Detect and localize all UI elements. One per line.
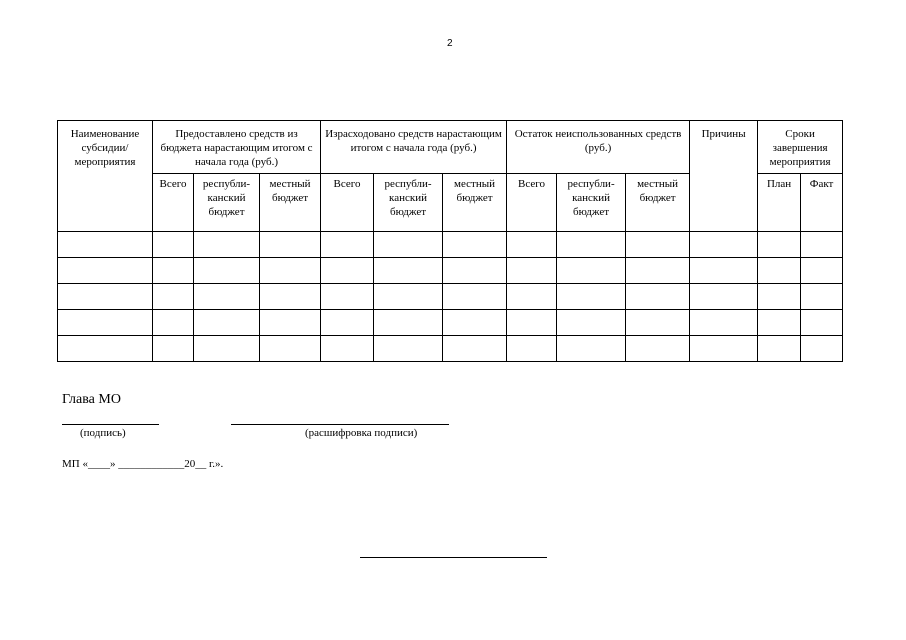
subheader-plan: План (758, 174, 801, 232)
signature-decode-line (231, 424, 449, 425)
table-cell (321, 336, 374, 362)
table-cell (801, 310, 843, 336)
table-cell (153, 284, 194, 310)
table-row (58, 232, 843, 258)
table-cell (153, 258, 194, 284)
table-cell (153, 232, 194, 258)
header-remaining: Остаток неиспользованных средств (руб.) (507, 121, 690, 174)
table-cell (194, 336, 260, 362)
table-cell (626, 232, 690, 258)
table-cell (507, 336, 557, 362)
table-cell (194, 310, 260, 336)
table-cell (443, 336, 507, 362)
subheader-spent-republican: республи-канский бюджет (374, 174, 443, 232)
table-cell (507, 258, 557, 284)
table-cell (374, 258, 443, 284)
table-cell (443, 310, 507, 336)
subheader-fact: Факт (801, 174, 843, 232)
subheader-provided-local: местный бюджет (260, 174, 321, 232)
table-cell (690, 310, 758, 336)
table-cell (374, 310, 443, 336)
table-cell (758, 284, 801, 310)
table-cell (374, 284, 443, 310)
table-cell (626, 258, 690, 284)
table-cell (801, 232, 843, 258)
header-row-main (58, 121, 843, 174)
table-cell (507, 284, 557, 310)
table-cell (801, 258, 843, 284)
table-cell (557, 310, 626, 336)
table-cell (507, 310, 557, 336)
table-cell (690, 258, 758, 284)
page-number: 2 (447, 38, 453, 49)
table-cell (260, 232, 321, 258)
table-cell (758, 310, 801, 336)
subheader-provided-total: Всего (153, 174, 194, 232)
signature-decode-caption: (расшифровка подписи) (305, 427, 418, 439)
table-cell (260, 310, 321, 336)
table-body (58, 232, 843, 362)
table-cell (626, 336, 690, 362)
table-cell (58, 310, 153, 336)
table-cell (58, 336, 153, 362)
head-title: Глава МО (62, 392, 121, 407)
table-cell (758, 336, 801, 362)
header-provided: Предоставлено средств из бюджета нарастающим итогом с начала года (руб.) (153, 121, 321, 174)
table-cell (194, 284, 260, 310)
table-row (58, 284, 843, 310)
subheader-remaining-local: местный бюджет (626, 174, 690, 232)
table-cell (801, 336, 843, 362)
header-deadline: Сроки завершения мероприятия (758, 121, 843, 174)
subheader-remaining-total: Всего (507, 174, 557, 232)
report-table (57, 120, 843, 362)
table-cell (58, 232, 153, 258)
table-cell (443, 284, 507, 310)
table-cell (443, 258, 507, 284)
table-cell (260, 336, 321, 362)
table-cell (153, 310, 194, 336)
stamp-date-line: МП «____» ____________20__ г.». (62, 458, 224, 470)
table-row (58, 310, 843, 336)
subheader-provided-republican: республи-канский бюджет (194, 174, 260, 232)
header-spent: Израсходовано средств нарастающим итогом с начала года (руб.) (321, 121, 507, 174)
table-cell (321, 284, 374, 310)
table-cell (321, 258, 374, 284)
subheader-spent-total: Всего (321, 174, 374, 232)
table-cell (374, 336, 443, 362)
table-cell (557, 258, 626, 284)
table-cell (801, 284, 843, 310)
table-cell (443, 232, 507, 258)
header-reasons: Причины (690, 121, 758, 232)
signature-caption: (подпись) (80, 427, 126, 439)
table-cell (507, 232, 557, 258)
table-row (58, 258, 843, 284)
table-cell (321, 310, 374, 336)
signature-line (62, 424, 159, 425)
table-cell (758, 258, 801, 284)
table-cell (758, 232, 801, 258)
header-name: Наименование субсидии/ мероприятия (58, 121, 153, 232)
table-cell (260, 258, 321, 284)
table-row (58, 336, 843, 362)
table-cell (321, 232, 374, 258)
table-cell (194, 258, 260, 284)
table-cell (626, 284, 690, 310)
table-cell (58, 284, 153, 310)
subheader-spent-local: местный бюджет (443, 174, 507, 232)
table-cell (690, 284, 758, 310)
table-cell (557, 232, 626, 258)
table-cell (58, 258, 153, 284)
table-cell (626, 310, 690, 336)
table-cell (374, 232, 443, 258)
table-cell (557, 284, 626, 310)
table-cell (557, 336, 626, 362)
table-cell (194, 232, 260, 258)
table-cell (260, 284, 321, 310)
table-cell (690, 336, 758, 362)
table-cell (690, 232, 758, 258)
subheader-remaining-republican: республи-канский бюджет (557, 174, 626, 232)
table-cell (153, 336, 194, 362)
bottom-separator-line (360, 557, 547, 558)
